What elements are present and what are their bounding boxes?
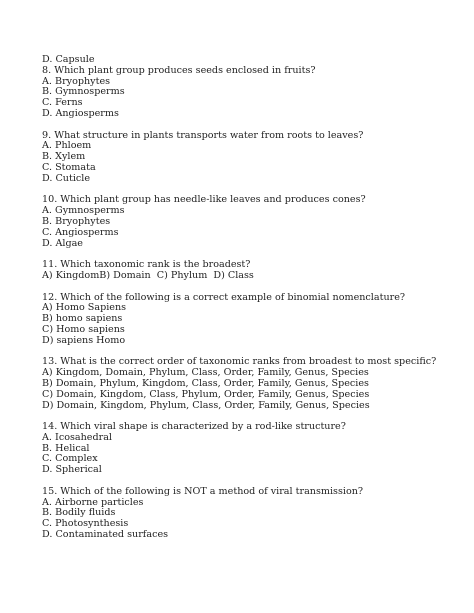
option-8c: C. Ferns — [42, 97, 83, 109]
option-12c: C) Homo sapiens — [42, 323, 125, 335]
spacer — [42, 120, 462, 131]
question-block-14 — [42, 422, 462, 476]
question-text-14: 14. Which viral shape is characterized by a rod-like structure? — [42, 421, 346, 433]
option-10c: C. Angiosperms — [42, 226, 119, 238]
question-block-13 — [42, 357, 462, 411]
spacer — [42, 282, 462, 293]
options-11: A) KingdomB) Domain C) Phylum D) Class — [42, 269, 254, 281]
option-12a: A) Homo Sapiens — [42, 302, 127, 314]
question-text-8: 8. Which plant group produces seeds enclosed in fruits? — [42, 64, 316, 76]
question-block-10 — [42, 195, 462, 249]
question-text-10: 10. Which plant group has needle-like leaves and produces cones? — [42, 194, 366, 206]
option-9d: D. Cuticle — [42, 172, 91, 184]
option-13a: A) Kingdom, Domain, Phylum, Class, Order, Family, Genus, Species — [42, 367, 369, 379]
option-14a: A. Icosahedral — [42, 431, 112, 443]
option-15c: C. Photosynthesis — [42, 518, 129, 530]
option-8b: B. Gymnosperms — [42, 86, 125, 98]
option-10a: A. Gymnosperms — [42, 205, 125, 217]
question-block-12 — [42, 293, 462, 347]
option-9c: C. Stomata — [42, 161, 96, 173]
option-15a: A. Airborne particles — [42, 496, 144, 508]
option-14b: B. Helical — [42, 442, 90, 454]
option-8d: D. Angiosperms — [42, 107, 119, 119]
option-12b: B) homo sapiens — [42, 313, 123, 325]
option-12d: D) sapiens Homo — [42, 334, 126, 346]
question-text-11: 11. Which taxonomic rank is the broadest? — [42, 259, 251, 271]
option-15b: B. Bodily fluids — [42, 507, 116, 519]
option-10d: D. Algae — [42, 237, 83, 249]
option-9b: B. Xylem — [42, 151, 86, 163]
question-text-9: 9. What structure in plants transports water from roots to leaves? — [42, 129, 364, 141]
option-14d: D. Spherical — [42, 464, 102, 476]
option-15d: D. Contaminated surfaces — [42, 529, 169, 541]
question-block-15 — [42, 487, 462, 541]
question-text-13: 13. What is the correct order of taxonomic ranks from broadest to most specific? — [42, 356, 437, 368]
question-text-12: 12. Which of the following is a correct example of binomial nomenclature? — [42, 291, 406, 303]
question-block-9 — [42, 131, 462, 185]
option-13c: C) Domain, Kingdom, Class, Phylum, Order, Family, Genus, Species — [42, 388, 370, 400]
option-13b: B) Domain, Phylum, Kingdom, Class, Order, Family, Genus, Species — [42, 377, 369, 389]
option-13d: D) Domain, Kingdom, Phylum, Class, Order, Family, Genus, Species — [42, 399, 370, 411]
question-block-8 — [42, 66, 462, 120]
question-block-11 — [42, 260, 462, 282]
option-14c: C. Complex — [42, 453, 98, 465]
question-text-15: 15. Which of the following is NOT a method of viral transmission? — [42, 485, 364, 497]
option-8a: A. Bryophytes — [42, 75, 111, 87]
option-10b: B. Bryophytes — [42, 215, 111, 227]
option-7d: D. Capsule — [42, 54, 95, 65]
document-page — [42, 55, 462, 541]
option-9a: A. Phloem — [42, 140, 92, 152]
